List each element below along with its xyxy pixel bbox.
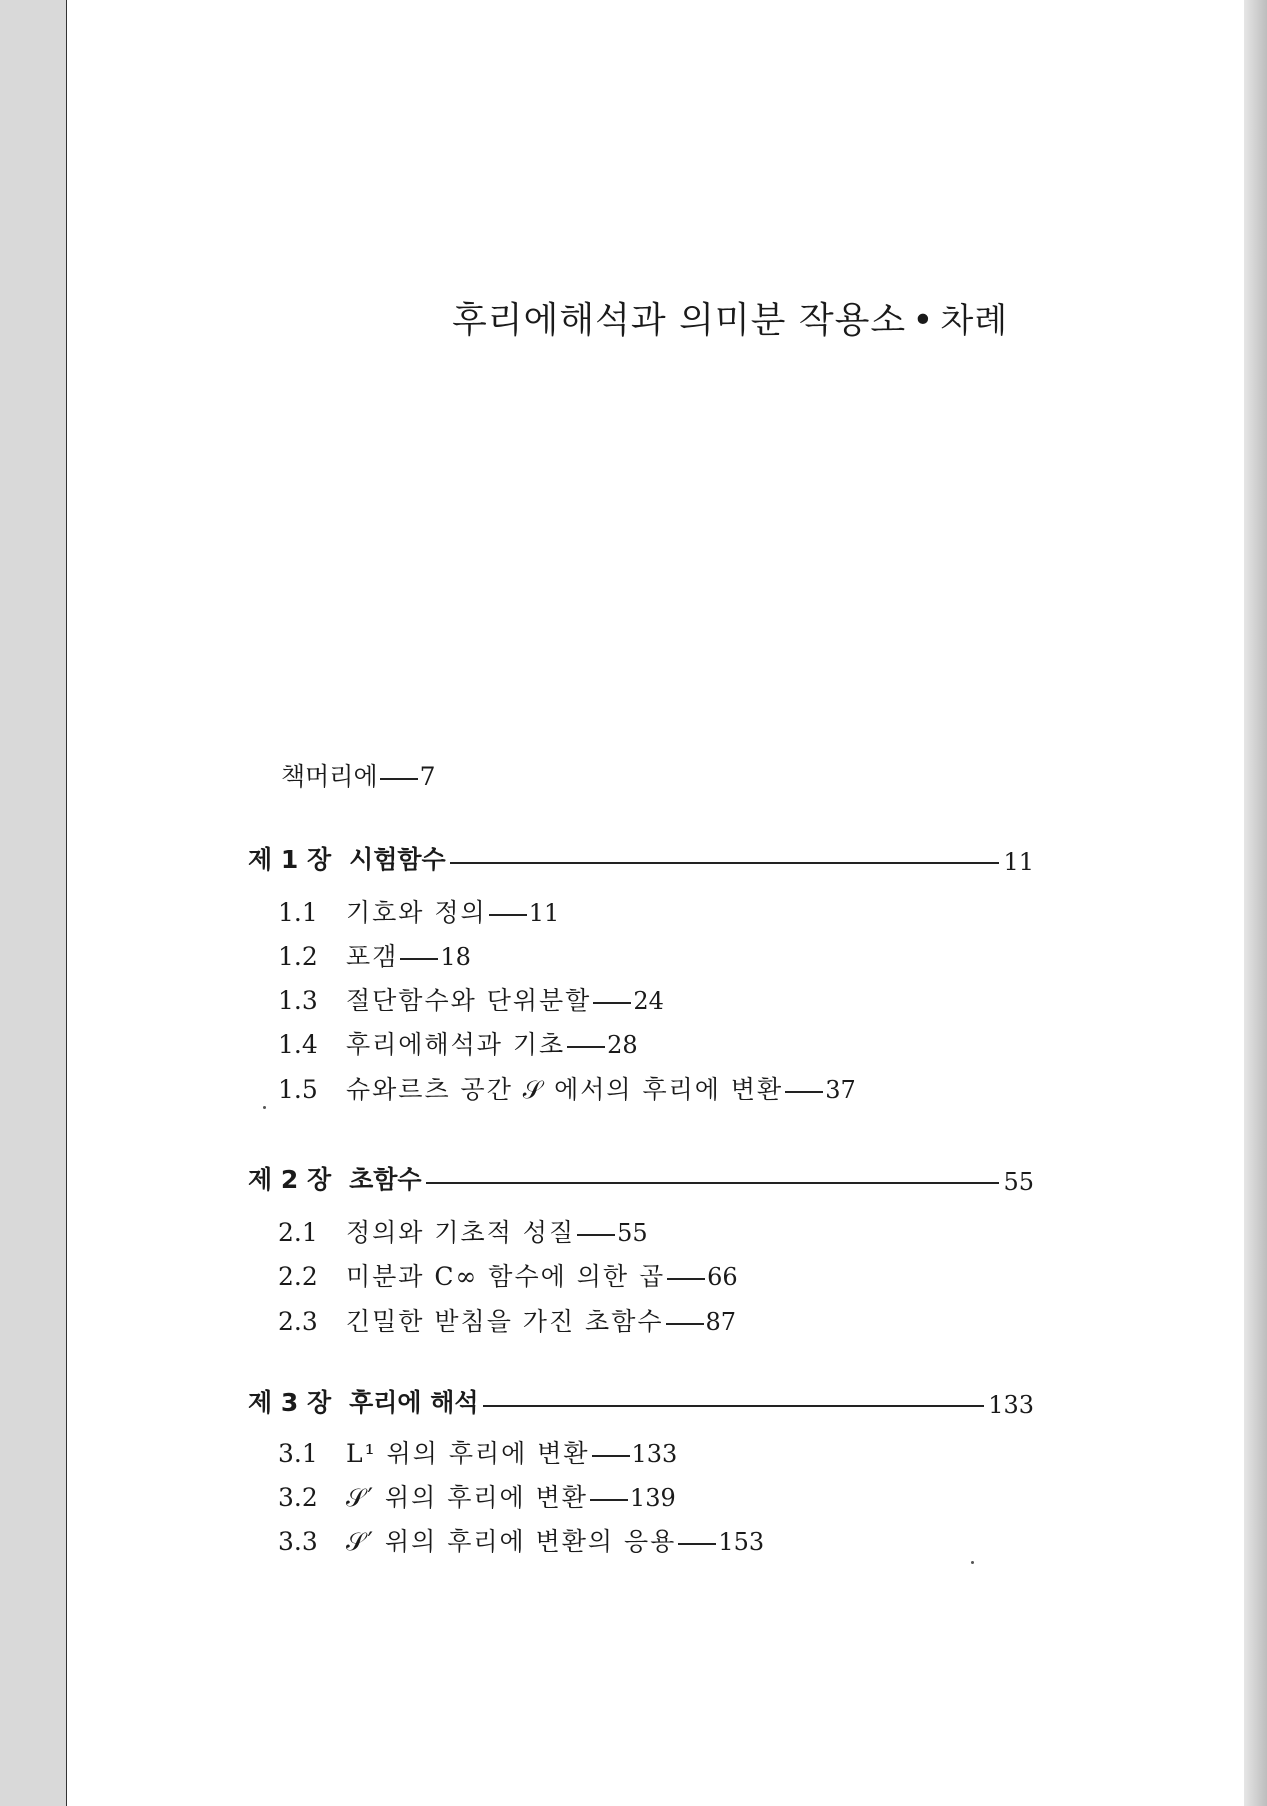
section-title: 긴밀한 받침을 가진 초함수 [346,1307,664,1336]
toc-heading: 차례 [940,301,1009,341]
section-title: 𝒮′ 위의 후리에 변환의 응용 [346,1527,677,1556]
section-3-2[interactable] [278,1478,676,1512]
section-number: 1.4 [278,1030,318,1059]
section-number: 3.2 [278,1483,318,1512]
section-page: 87 [705,1308,737,1336]
section-3-3[interactable] [278,1522,764,1556]
book-title: 후리에해석과 의미분 작용소 [452,300,907,341]
section-title: 슈와르츠 공간 𝒮 에서의 후리에 변환 [346,1075,784,1104]
chapter-title: 후리에 해석 [349,1388,479,1417]
preface-label: 책머리에 [281,762,378,791]
leader-dash [577,1234,615,1236]
leader-dash [593,1002,631,1004]
section-page: 66 [707,1263,738,1291]
section-page: 139 [629,1484,676,1512]
section-2-2[interactable] [278,1257,738,1291]
section-page: 37 [825,1076,856,1104]
chapter-2-entry[interactable] [248,1162,1034,1196]
chapter-number: 제 2 장 [248,1165,332,1194]
leader-dash [590,1499,628,1501]
section-number: 2.2 [278,1262,318,1291]
section-1-3[interactable] [278,981,664,1015]
section-title: 후리에해석과 기초 [346,1030,566,1059]
section-number: 2.3 [278,1307,318,1336]
print-speck [263,1106,266,1109]
leader-dash [666,1323,704,1325]
section-1-1[interactable] [278,893,559,927]
section-1-2[interactable] [278,937,471,971]
section-page: 24 [633,987,664,1015]
section-number: 1.3 [278,986,318,1015]
section-number: 3.3 [278,1527,318,1556]
chapter-3-entry[interactable] [248,1385,1034,1419]
section-title: 절단함수와 단위분할 [346,986,592,1015]
section-3-1[interactable] [278,1434,677,1468]
section-number: 1.5 [278,1075,318,1104]
title-separator: • [912,300,935,341]
leader-line [483,1405,985,1407]
section-title: L¹ 위의 후리에 변환 [346,1439,590,1468]
section-title: 기호와 정의 [346,898,487,927]
section-2-1[interactable] [278,1213,648,1247]
leader-dash [489,914,527,916]
section-page: 18 [440,943,471,971]
section-title: 미분과 C∞ 함수에 의한 곱 [346,1262,666,1291]
section-number: 3.1 [278,1439,318,1468]
chapter-page: 55 [1003,1168,1034,1196]
preface-entry[interactable] [281,757,436,793]
leader-dash [380,778,418,780]
leader-dash [567,1046,605,1048]
leader-line [426,1182,1000,1184]
section-1-5[interactable] [278,1070,856,1104]
section-page: 133 [631,1440,678,1468]
section-page: 55 [617,1219,648,1247]
section-title: 포갬 [346,942,399,971]
section-page: 28 [607,1031,638,1059]
chapter-title: 시험함수 [349,845,446,874]
leader-dash [667,1278,705,1280]
leader-dash [785,1091,823,1093]
section-number: 1.2 [278,942,318,971]
section-1-4[interactable] [278,1025,638,1059]
section-number: 2.1 [278,1218,318,1247]
chapter-page: 133 [988,1391,1034,1419]
section-title: 정의와 기초적 성질 [346,1218,576,1247]
section-page: 11 [528,899,560,927]
print-speck [971,1561,974,1564]
chapter-1-entry[interactable] [248,842,1034,876]
chapter-number: 제 3 장 [248,1388,332,1417]
section-title: 𝒮′ 위의 후리에 변환 [346,1483,588,1512]
section-2-3[interactable] [278,1302,736,1336]
chapter-page: 11 [1003,848,1034,876]
leader-dash [678,1543,716,1545]
chapter-number: 제 1 장 [248,845,332,874]
leader-line [450,862,1000,864]
leader-dash [592,1455,630,1457]
leader-dash [400,958,438,960]
preface-page: 7 [419,762,436,791]
section-number: 1.1 [278,898,318,927]
chapter-title: 초함수 [349,1165,422,1194]
page-edge-shadow [1244,0,1267,1806]
section-page: 153 [718,1528,765,1556]
toc-title [452,292,1008,343]
